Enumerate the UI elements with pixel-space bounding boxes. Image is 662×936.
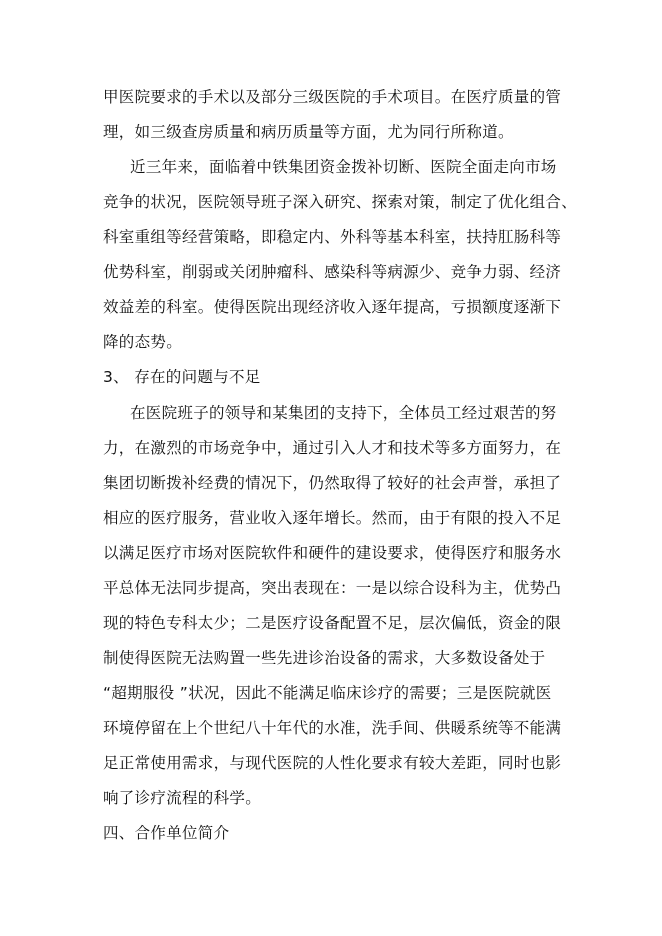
paragraph-line: 足正常使用需求，与现代医院的人性化要求有较大差距，同时也影 — [103, 754, 562, 772]
paragraph-line: 以满足医疗市场对医院软件和硬件的建设要求，使得医疗和服务水 — [103, 544, 562, 562]
paragraph-line: 理，如三级查房质量和病历质量等方面，尤为同行所称道。 — [103, 123, 514, 141]
section-heading: 四、合作单位简介 — [103, 824, 230, 842]
paragraph-line: 科室重组等经营策略，即稳定内、外科等基本科室，扶持肛肠科等 — [103, 228, 562, 246]
paragraph-line: 优势科室，削弱或关闭肿瘤科、感染科等病源少、竞争力弱、经济 — [103, 263, 562, 281]
paragraph-line: 在医院班子的领导和某集团的支持下，全体员工经过艰苦的努 — [130, 404, 557, 422]
paragraph-line: 平总体无法同步提高，突出表现在：一是以综合设科为主，优势凸 — [103, 579, 562, 597]
paragraph-line: 环境停留在上个世纪八十年代的水准，洗手间、供暖系统等不能满 — [103, 719, 562, 737]
paragraph-line: 相应的医疗服务，营业收入逐年增长。然而，由于有限的投入不足 — [103, 509, 562, 527]
paragraph-line: 降的态势。 — [103, 333, 183, 351]
paragraph-line: 竞争的状况，医院领导班子深入研究、探索对策，制定了优化组合、 — [103, 193, 578, 211]
section-heading: 3、 存在的问题与不足 — [103, 368, 261, 386]
paragraph-line: 近三年来，面临着中铁集团资金拨补切断、医院全面走向市场 — [130, 158, 557, 176]
paragraph-line: 响了诊疗流程的科学。 — [103, 789, 262, 807]
paragraph-line: 制使得医院无法购置一些先进诊治设备的需求，大多数设备处于 — [103, 649, 546, 667]
paragraph-line: 效益差的科室。使得医院出现经济收入逐年提高，亏损额度逐渐下 — [103, 298, 562, 316]
paragraph-line: 力，在激烈的市场竞争中，通过引入人才和技术等多方面努力，在 — [103, 439, 562, 457]
paragraph-line: 甲医院要求的手术以及部分三级医院的手术项目。在医疗质量的管 — [103, 88, 562, 106]
paragraph-line: 现的特色专科太少；二是医疗设备配置不足，层次偏低，资金的限 — [103, 614, 562, 632]
paragraph-line: 集团切断拨补经费的情况下，仍然取得了较好的社会声誉，承担了 — [103, 474, 562, 492]
paragraph-line: “超期服役 ”状况，因此不能满足临床诊疗的需要；三是医院就医 — [103, 684, 552, 702]
